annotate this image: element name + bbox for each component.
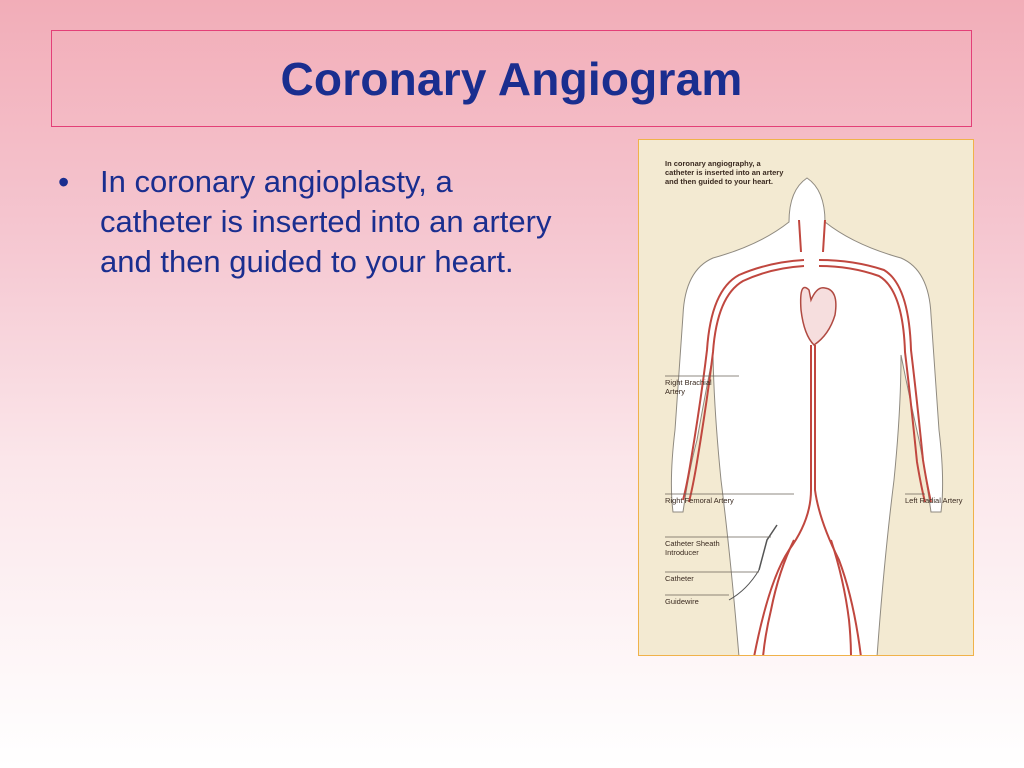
label-catheter: Catheter <box>665 574 694 583</box>
bullet-symbol: • <box>58 164 70 200</box>
body-outline <box>671 178 942 656</box>
angiography-illustration <box>638 139 974 656</box>
label-left-radial: Left Radial Artery <box>905 496 963 505</box>
label-catheter-sheath: Catheter Sheath Introducer <box>665 539 720 557</box>
bullet-text: In coronary angioplasty, a catheter is inserted into an artery and then guided to your heart. <box>100 164 552 279</box>
bullet-list <box>58 162 578 282</box>
figure-caption: In coronary angiography, a catheter is inserted into an artery and then guided to your heart. <box>665 159 784 186</box>
bullet-item <box>58 162 578 282</box>
slide-title: Coronary Angiogram <box>280 52 743 105</box>
label-guidewire: Guidewire <box>665 597 699 606</box>
label-right-femoral: Right Femoral Artery <box>665 496 734 505</box>
label-right-brachial: Right Brachial Artery <box>665 378 712 396</box>
title-box <box>51 30 972 127</box>
